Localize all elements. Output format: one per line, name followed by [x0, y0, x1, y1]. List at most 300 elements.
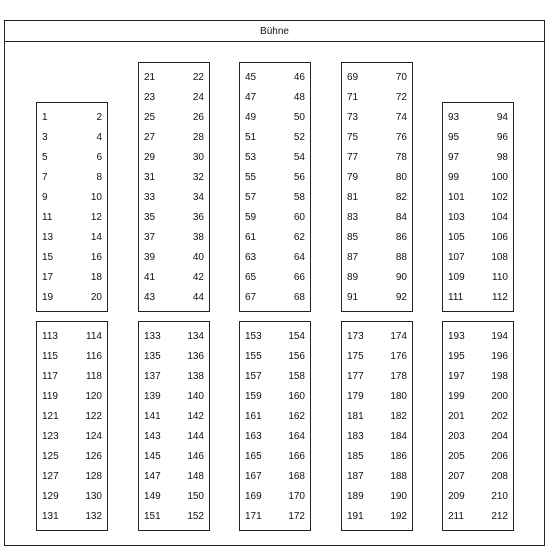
seat-block-top-1 — [36, 102, 108, 312]
seat-number[interactable]: 53 — [245, 152, 257, 163]
seat-number[interactable]: 204 — [491, 431, 508, 442]
seat-row — [240, 108, 310, 128]
stage-label: Bühne — [260, 25, 289, 37]
seat-number[interactable]: 83 — [347, 212, 359, 223]
seat-number[interactable]: 82 — [395, 192, 407, 203]
seat-row — [443, 268, 513, 288]
seat-row — [37, 268, 107, 288]
seat-row — [139, 427, 209, 447]
seat-number[interactable]: 113 — [42, 331, 58, 342]
seat-row — [139, 347, 209, 367]
seat-number[interactable]: 40 — [192, 252, 204, 263]
seat-number[interactable]: 99 — [448, 172, 460, 183]
seat-number[interactable]: 92 — [395, 292, 407, 303]
seat-number[interactable]: 35 — [144, 212, 156, 223]
seat-number[interactable]: 159 — [245, 391, 262, 402]
seat-number[interactable]: 165 — [245, 451, 262, 462]
seat-number[interactable]: 42 — [192, 272, 204, 283]
seat-block-top-3 — [239, 62, 311, 312]
seat-block-bottom-4 — [341, 321, 413, 531]
seat-row — [240, 248, 310, 268]
seat-number[interactable]: 105 — [448, 232, 465, 243]
seat-number[interactable]: 117 — [42, 371, 58, 382]
seat-row — [139, 148, 209, 168]
seat-number[interactable]: 157 — [245, 371, 262, 382]
seat-row — [139, 467, 209, 487]
seat-number[interactable]: 26 — [192, 112, 204, 123]
seat-number[interactable]: 205 — [448, 451, 465, 462]
seat-number[interactable]: 149 — [144, 491, 161, 502]
seat-number[interactable]: 174 — [390, 331, 407, 342]
seat-row — [139, 387, 209, 407]
seat-row — [342, 467, 412, 487]
seat-row — [342, 248, 412, 268]
seat-number[interactable]: 179 — [347, 391, 364, 402]
seat-number[interactable]: 48 — [293, 92, 305, 103]
seat-number[interactable]: 85 — [347, 232, 359, 243]
seat-number[interactable]: 133 — [144, 331, 161, 342]
seat-row — [139, 248, 209, 268]
seat-number[interactable]: 200 — [491, 391, 508, 402]
seat-number[interactable]: 211 — [448, 511, 464, 522]
seat-number[interactable]: 16 — [90, 252, 102, 263]
seat-number[interactable]: 126 — [85, 451, 102, 462]
seat-number[interactable]: 11 — [42, 212, 53, 223]
seat-row — [37, 248, 107, 268]
seat-number[interactable]: 96 — [496, 132, 508, 143]
seat-number[interactable]: 75 — [347, 132, 359, 143]
seat-number[interactable]: 1 — [42, 112, 48, 123]
seat-number[interactable]: 102 — [491, 192, 508, 203]
seat-row — [342, 208, 412, 228]
seat-number[interactable]: 34 — [192, 192, 204, 203]
seat-number[interactable]: 101 — [448, 192, 465, 203]
seat-number[interactable]: 76 — [395, 132, 407, 143]
seat-number[interactable]: 110 — [492, 272, 508, 283]
seat-number[interactable]: 199 — [448, 391, 465, 402]
seat-number[interactable]: 30 — [192, 152, 204, 163]
seat-row — [443, 327, 513, 347]
seat-number[interactable]: 103 — [448, 212, 465, 223]
seat-number[interactable]: 187 — [347, 471, 364, 482]
seat-row — [443, 228, 513, 248]
seat-number[interactable]: 37 — [144, 232, 156, 243]
seat-number[interactable]: 166 — [288, 451, 305, 462]
seat-number[interactable]: 137 — [144, 371, 161, 382]
seat-number[interactable]: 116 — [86, 351, 102, 362]
seat-number[interactable]: 183 — [347, 431, 364, 442]
seat-row — [443, 168, 513, 188]
seat-row — [139, 507, 209, 527]
seat-number[interactable]: 27 — [144, 132, 156, 143]
seat-number[interactable]: 107 — [448, 252, 465, 263]
seat-number[interactable]: 118 — [86, 371, 102, 382]
seat-row — [342, 168, 412, 188]
seat-number[interactable]: 132 — [85, 511, 102, 522]
seat-row — [139, 188, 209, 208]
stage — [4, 20, 545, 42]
seat-number[interactable]: 184 — [390, 431, 407, 442]
seat-row — [342, 427, 412, 447]
seat-number[interactable]: 207 — [448, 471, 465, 482]
seat-number[interactable]: 193 — [448, 331, 465, 342]
seat-row — [240, 128, 310, 148]
seat-row — [139, 228, 209, 248]
seat-number[interactable]: 195 — [448, 351, 465, 362]
seat-number[interactable]: 128 — [85, 471, 102, 482]
seat-row — [342, 347, 412, 367]
seat-row — [342, 268, 412, 288]
seat-number[interactable]: 198 — [491, 371, 508, 382]
seat-row — [443, 387, 513, 407]
seat-number[interactable]: 46 — [293, 72, 305, 83]
seat-row — [37, 387, 107, 407]
seat-number[interactable]: 31 — [144, 172, 156, 183]
seat-number[interactable]: 61 — [245, 232, 257, 243]
seat-number[interactable]: 141 — [144, 411, 161, 422]
seat-row — [37, 148, 107, 168]
seat-row — [443, 248, 513, 268]
seat-row — [37, 327, 107, 347]
seat-number[interactable]: 197 — [448, 371, 465, 382]
seat-number[interactable]: 140 — [187, 391, 204, 402]
seat-number[interactable]: 158 — [288, 371, 305, 382]
seat-number[interactable]: 28 — [192, 132, 204, 143]
seat-row — [240, 68, 310, 88]
seat-row — [240, 407, 310, 427]
seat-number[interactable]: 147 — [144, 471, 161, 482]
seat-row — [240, 427, 310, 447]
seat-number[interactable]: 172 — [288, 511, 305, 522]
seat-number[interactable]: 68 — [293, 292, 305, 303]
seat-number[interactable]: 127 — [42, 471, 59, 482]
seat-number[interactable]: 125 — [42, 451, 59, 462]
seat-row — [342, 128, 412, 148]
seat-number[interactable]: 209 — [448, 491, 465, 502]
seat-number[interactable]: 17 — [42, 272, 54, 283]
seat-number[interactable]: 202 — [491, 411, 508, 422]
seat-number[interactable]: 111 — [448, 292, 464, 303]
seat-number[interactable]: 52 — [293, 132, 305, 143]
seat-number[interactable]: 39 — [144, 252, 156, 263]
seat-number[interactable]: 64 — [293, 252, 305, 263]
seat-number[interactable]: 69 — [347, 72, 359, 83]
seat-number[interactable]: 80 — [395, 172, 407, 183]
seat-number[interactable]: 114 — [86, 331, 102, 342]
seat-number[interactable]: 143 — [144, 431, 161, 442]
seat-number[interactable]: 208 — [491, 471, 508, 482]
seat-row — [443, 188, 513, 208]
seat-number[interactable]: 144 — [187, 431, 204, 442]
seat-number[interactable]: 109 — [448, 272, 465, 283]
seat-block-bottom-5 — [442, 321, 514, 531]
seat-number[interactable]: 196 — [491, 351, 508, 362]
seat-number[interactable]: 194 — [491, 331, 508, 342]
seat-number[interactable]: 86 — [395, 232, 407, 243]
seat-number[interactable]: 164 — [288, 431, 305, 442]
seat-number[interactable]: 94 — [496, 112, 508, 123]
seat-number[interactable]: 98 — [496, 152, 508, 163]
seat-row — [342, 148, 412, 168]
seat-number[interactable]: 131 — [42, 511, 59, 522]
seat-number[interactable]: 163 — [245, 431, 262, 442]
seat-number[interactable]: 142 — [187, 411, 204, 422]
seat-row — [342, 447, 412, 467]
seat-number[interactable]: 186 — [390, 451, 407, 462]
seat-number[interactable]: 169 — [245, 491, 262, 502]
seat-number[interactable]: 155 — [245, 351, 262, 362]
seat-row — [240, 268, 310, 288]
seat-row — [443, 108, 513, 128]
seat-row — [37, 427, 107, 447]
seat-number[interactable]: 74 — [395, 112, 407, 123]
seat-number[interactable]: 176 — [390, 351, 407, 362]
seat-number[interactable]: 108 — [491, 252, 508, 263]
seat-number[interactable]: 188 — [390, 471, 407, 482]
seat-number[interactable]: 151 — [144, 511, 161, 522]
seat-number[interactable]: 173 — [347, 331, 364, 342]
seat-number[interactable]: 129 — [42, 491, 59, 502]
seat-row — [240, 288, 310, 308]
seat-block-bottom-1 — [36, 321, 108, 531]
seat-number[interactable]: 65 — [245, 272, 257, 283]
seat-row — [37, 407, 107, 427]
seat-number[interactable]: 154 — [288, 331, 305, 342]
seat-number[interactable]: 77 — [347, 152, 359, 163]
seat-number[interactable]: 168 — [288, 471, 305, 482]
seat-number[interactable]: 5 — [42, 152, 48, 163]
seat-number[interactable]: 181 — [347, 411, 364, 422]
seat-number[interactable]: 23 — [144, 92, 156, 103]
seat-number[interactable]: 19 — [42, 292, 54, 303]
seat-number[interactable]: 81 — [347, 192, 359, 203]
seat-number[interactable]: 84 — [395, 212, 407, 223]
seat-row — [37, 228, 107, 248]
seat-number[interactable]: 4 — [96, 132, 102, 143]
seat-number[interactable]: 41 — [144, 272, 156, 283]
seat-number[interactable]: 18 — [90, 272, 102, 283]
seat-number[interactable]: 87 — [347, 252, 359, 263]
seat-number[interactable]: 150 — [187, 491, 204, 502]
seat-number[interactable]: 161 — [245, 411, 262, 422]
seat-number[interactable]: 47 — [245, 92, 257, 103]
seat-number[interactable]: 78 — [395, 152, 407, 163]
seat-number[interactable]: 122 — [85, 411, 102, 422]
seat-number[interactable]: 138 — [187, 371, 204, 382]
seat-number[interactable]: 167 — [245, 471, 262, 482]
seat-number[interactable]: 6 — [96, 152, 102, 163]
seat-row — [37, 367, 107, 387]
seat-number[interactable]: 156 — [288, 351, 305, 362]
seat-number[interactable]: 203 — [448, 431, 465, 442]
seat-number[interactable]: 49 — [245, 112, 257, 123]
seat-number[interactable]: 191 — [347, 511, 364, 522]
seat-row — [240, 347, 310, 367]
seat-number[interactable]: 29 — [144, 152, 156, 163]
seat-row — [139, 327, 209, 347]
seat-number[interactable]: 56 — [293, 172, 305, 183]
seat-number[interactable]: 20 — [90, 292, 102, 303]
seat-number[interactable]: 123 — [42, 431, 59, 442]
seat-row — [139, 487, 209, 507]
seat-number[interactable]: 145 — [144, 451, 161, 462]
seat-row — [342, 487, 412, 507]
seat-number[interactable]: 146 — [187, 451, 204, 462]
seat-row — [342, 228, 412, 248]
seat-number[interactable]: 121 — [42, 411, 59, 422]
seat-row — [342, 367, 412, 387]
seat-number[interactable]: 7 — [42, 172, 48, 183]
seat-row — [139, 288, 209, 308]
seat-row — [139, 208, 209, 228]
seat-number[interactable]: 72 — [395, 92, 407, 103]
seat-number[interactable]: 112 — [492, 292, 508, 303]
seat-number[interactable]: 9 — [42, 192, 48, 203]
seat-number[interactable]: 153 — [245, 331, 262, 342]
seat-number[interactable]: 160 — [288, 391, 305, 402]
seat-number[interactable]: 14 — [90, 232, 102, 243]
seat-number[interactable]: 185 — [347, 451, 364, 462]
seat-number[interactable]: 177 — [347, 371, 364, 382]
seat-row — [139, 268, 209, 288]
seat-number[interactable]: 212 — [491, 511, 508, 522]
seat-row — [342, 88, 412, 108]
seat-row — [443, 148, 513, 168]
seat-row — [139, 68, 209, 88]
seat-number[interactable]: 25 — [144, 112, 156, 123]
seat-number[interactable]: 171 — [245, 511, 262, 522]
seat-number[interactable]: 130 — [85, 491, 102, 502]
seat-number[interactable]: 70 — [395, 72, 407, 83]
seat-row — [37, 467, 107, 487]
seat-number[interactable]: 54 — [293, 152, 305, 163]
seat-number[interactable]: 180 — [390, 391, 407, 402]
seat-number[interactable]: 97 — [448, 152, 460, 163]
seat-number[interactable]: 119 — [42, 391, 58, 402]
seat-row — [37, 128, 107, 148]
seat-number[interactable]: 67 — [245, 292, 257, 303]
seat-number[interactable]: 57 — [245, 192, 257, 203]
seat-number[interactable]: 45 — [245, 72, 257, 83]
seat-number[interactable]: 190 — [390, 491, 407, 502]
seat-number[interactable]: 13 — [42, 232, 54, 243]
seat-number[interactable]: 89 — [347, 272, 359, 283]
seat-row — [443, 367, 513, 387]
seat-number[interactable]: 136 — [187, 351, 204, 362]
seat-row — [139, 168, 209, 188]
seat-number[interactable]: 63 — [245, 252, 257, 263]
seat-number[interactable]: 90 — [395, 272, 407, 283]
seat-number[interactable]: 104 — [491, 212, 508, 223]
seat-number[interactable]: 115 — [42, 351, 58, 362]
seat-row — [342, 288, 412, 308]
seat-number[interactable]: 139 — [144, 391, 161, 402]
seat-number[interactable]: 206 — [491, 451, 508, 462]
seat-row — [139, 88, 209, 108]
seat-row — [240, 447, 310, 467]
seat-block-bottom-3 — [239, 321, 311, 531]
seat-row — [240, 387, 310, 407]
seat-number[interactable]: 210 — [491, 491, 508, 502]
seat-number[interactable]: 91 — [347, 292, 359, 303]
seat-number[interactable]: 60 — [293, 212, 305, 223]
seat-number[interactable]: 93 — [448, 112, 460, 123]
seat-block-top-5 — [442, 102, 514, 312]
seat-number[interactable]: 66 — [293, 272, 305, 283]
seat-row — [139, 447, 209, 467]
seat-number[interactable]: 88 — [395, 252, 407, 263]
seat-row — [443, 128, 513, 148]
seat-row — [240, 487, 310, 507]
seat-number[interactable]: 33 — [144, 192, 156, 203]
seat-row — [37, 347, 107, 367]
seat-row — [342, 108, 412, 128]
seat-row — [240, 507, 310, 527]
seat-number[interactable]: 8 — [96, 172, 102, 183]
seat-number[interactable]: 152 — [187, 511, 204, 522]
seat-number[interactable]: 192 — [390, 511, 407, 522]
seat-number[interactable]: 55 — [245, 172, 257, 183]
seat-number[interactable]: 201 — [448, 411, 465, 422]
seat-number[interactable]: 59 — [245, 212, 257, 223]
seat-number[interactable]: 51 — [245, 132, 257, 143]
seat-number[interactable]: 124 — [85, 431, 102, 442]
seat-number[interactable]: 73 — [347, 112, 359, 123]
seat-row — [37, 288, 107, 308]
seat-number[interactable]: 44 — [192, 292, 204, 303]
seat-number[interactable]: 148 — [187, 471, 204, 482]
seat-number[interactable]: 21 — [144, 72, 156, 83]
seat-row — [342, 387, 412, 407]
seat-row — [240, 367, 310, 387]
seat-number[interactable]: 134 — [187, 331, 204, 342]
seat-number[interactable]: 62 — [293, 232, 305, 243]
seat-row — [342, 407, 412, 427]
seat-number[interactable]: 50 — [293, 112, 305, 123]
seat-number[interactable]: 182 — [390, 411, 407, 422]
seat-number[interactable]: 43 — [144, 292, 156, 303]
seat-number[interactable]: 100 — [491, 172, 508, 183]
seat-number[interactable]: 175 — [347, 351, 364, 362]
seat-number[interactable]: 95 — [448, 132, 460, 143]
seat-number[interactable]: 170 — [288, 491, 305, 502]
seat-number[interactable]: 3 — [42, 132, 48, 143]
seat-number[interactable]: 71 — [347, 92, 359, 103]
seat-number[interactable]: 12 — [90, 212, 102, 223]
seat-number[interactable]: 15 — [42, 252, 54, 263]
seat-row — [139, 128, 209, 148]
seat-row — [240, 88, 310, 108]
seat-row — [443, 347, 513, 367]
seat-row — [139, 108, 209, 128]
seat-number[interactable]: 189 — [347, 491, 364, 502]
seat-number[interactable]: 10 — [90, 192, 102, 203]
seat-number[interactable]: 36 — [192, 212, 204, 223]
seat-number[interactable]: 38 — [192, 232, 204, 243]
seat-number[interactable]: 162 — [288, 411, 305, 422]
seat-number[interactable]: 135 — [144, 351, 161, 362]
seat-number[interactable]: 120 — [85, 391, 102, 402]
seat-number[interactable]: 2 — [96, 112, 102, 123]
seat-row — [443, 507, 513, 527]
seat-number[interactable]: 32 — [192, 172, 204, 183]
seat-number[interactable]: 79 — [347, 172, 359, 183]
seat-number[interactable]: 22 — [192, 72, 204, 83]
seat-number[interactable]: 58 — [293, 192, 305, 203]
seat-number[interactable]: 178 — [390, 371, 407, 382]
seat-number[interactable]: 106 — [491, 232, 508, 243]
seat-number[interactable]: 24 — [192, 92, 204, 103]
